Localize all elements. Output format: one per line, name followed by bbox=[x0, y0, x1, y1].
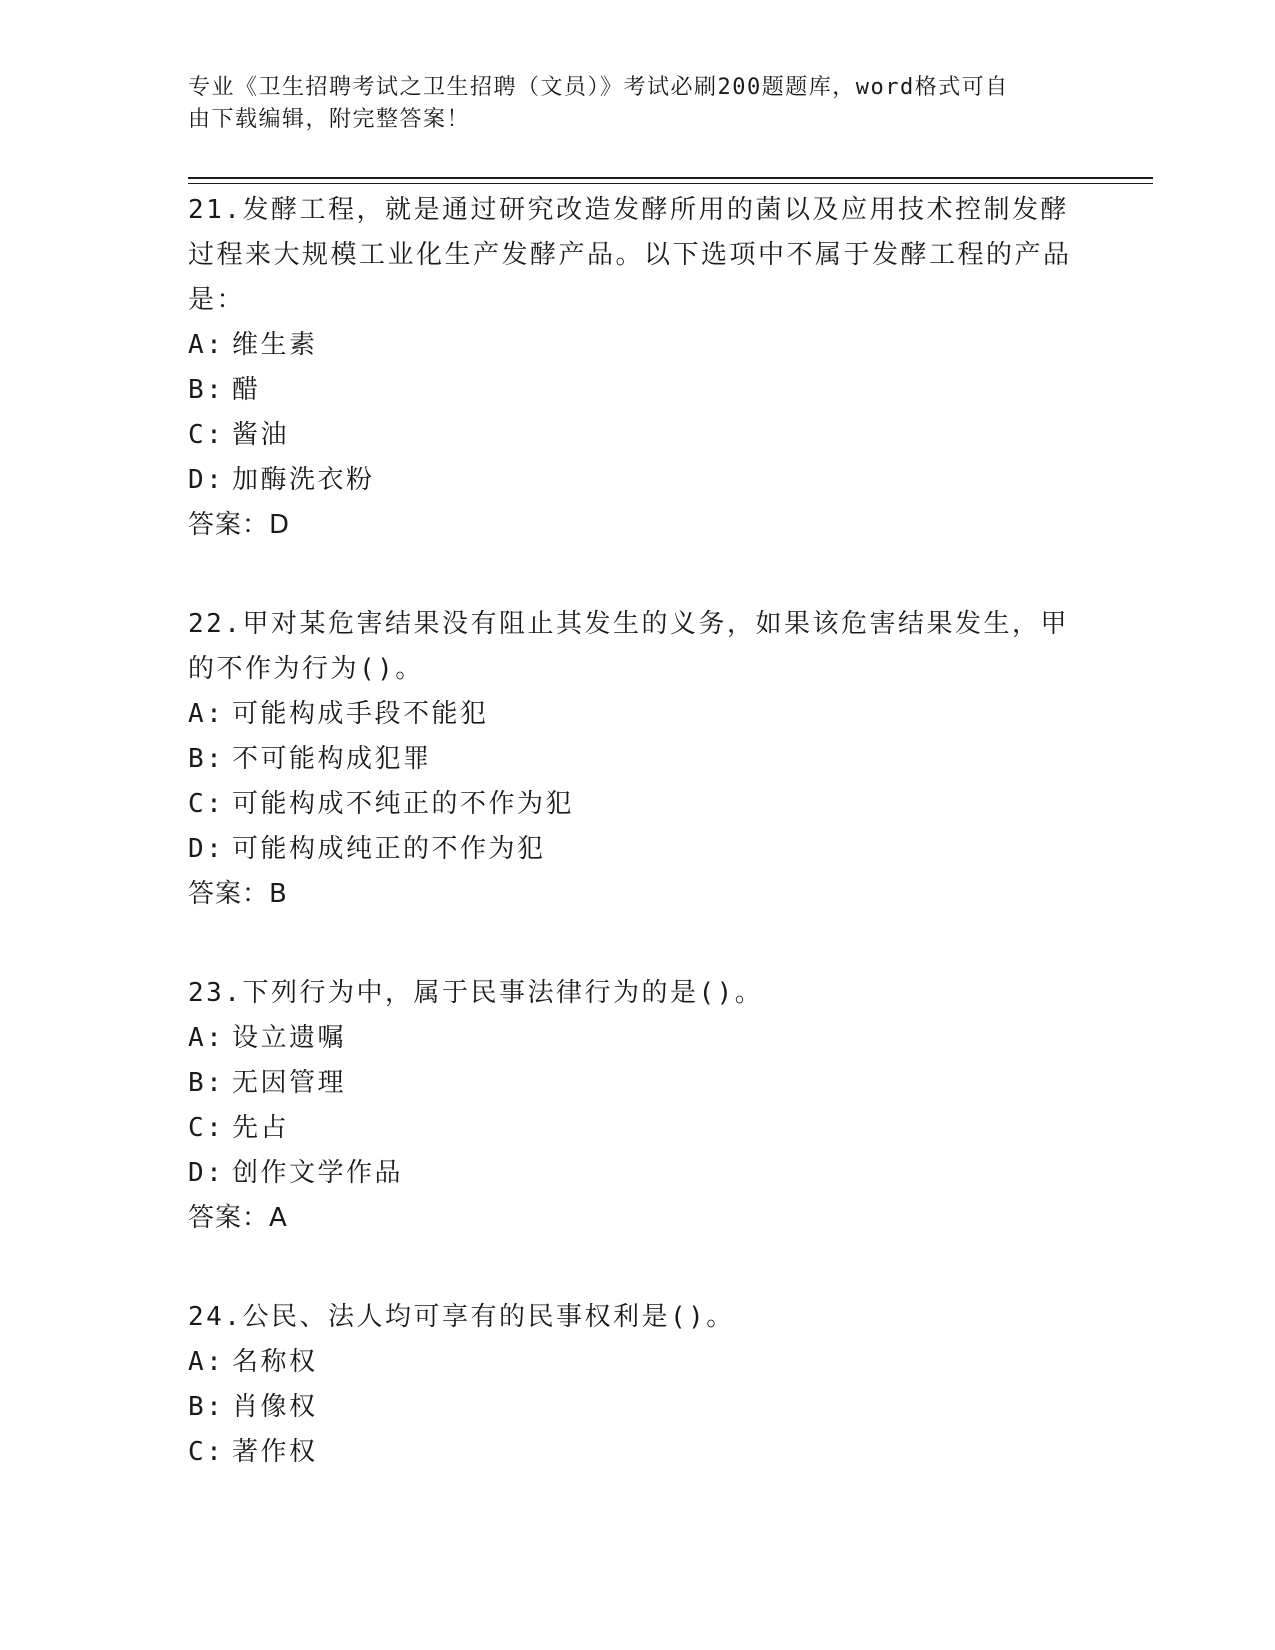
option-text: 先占 bbox=[232, 1113, 290, 1143]
option-letter: A: bbox=[188, 1347, 225, 1377]
option-letter: A: bbox=[188, 330, 225, 360]
option-c bbox=[188, 782, 1088, 827]
option-text: 创作文学作品 bbox=[232, 1158, 404, 1188]
option-text: 肖像权 bbox=[232, 1392, 318, 1422]
option-d bbox=[188, 827, 1088, 872]
option-text: 不可能构成犯罪 bbox=[232, 744, 432, 774]
option-letter: C: bbox=[188, 789, 225, 819]
option-text: 维生素 bbox=[232, 330, 318, 360]
option-b bbox=[188, 737, 1088, 782]
option-letter: C: bbox=[188, 1437, 225, 1467]
option-d bbox=[188, 1151, 1088, 1196]
option-text: 醋 bbox=[232, 375, 261, 405]
option-letter: D: bbox=[188, 465, 225, 495]
option-text: 可能构成不纯正的不作为犯 bbox=[232, 789, 575, 819]
question-text: 22.甲对某危害结果没有阻止其发生的义务，如果该危害结果发生，甲的不作为行为()。 bbox=[188, 609, 1069, 684]
answer-line: 答案：A bbox=[188, 1203, 288, 1233]
question-text: 23.下列行为中，属于民事法律行为的是()。 bbox=[188, 978, 764, 1008]
option-text: 可能构成手段不能犯 bbox=[232, 699, 489, 729]
question-text: 24.公民、法人均可享有的民事权利是()。 bbox=[188, 1302, 735, 1332]
option-b bbox=[188, 1385, 1088, 1430]
option-b bbox=[188, 368, 1088, 413]
header-divider-thin bbox=[188, 183, 1153, 184]
option-letter: D: bbox=[188, 834, 225, 864]
option-d bbox=[188, 458, 1088, 503]
question-text: 21.发酵工程，就是通过研究改造发酵所用的菌以及应用技术控制发酵过程来大规模工业化生产发酵产品。以下选项中不属于发酵工程的产品是： bbox=[188, 195, 1072, 315]
option-a bbox=[188, 1016, 1088, 1061]
option-text: 酱油 bbox=[232, 420, 290, 450]
option-text: 加酶洗衣粉 bbox=[232, 465, 375, 495]
option-letter: B: bbox=[188, 744, 225, 774]
option-letter: B: bbox=[188, 1068, 225, 1098]
option-c bbox=[188, 413, 1088, 458]
option-letter: C: bbox=[188, 1113, 225, 1143]
question-24 bbox=[188, 1295, 1088, 1475]
question-21 bbox=[188, 188, 1088, 548]
option-letter: B: bbox=[188, 1392, 225, 1422]
option-letter: C: bbox=[188, 420, 225, 450]
header-divider-thick bbox=[188, 177, 1153, 179]
option-text: 可能构成纯正的不作为犯 bbox=[232, 834, 546, 864]
option-c bbox=[188, 1106, 1088, 1151]
option-letter: A: bbox=[188, 1023, 225, 1053]
document-header bbox=[188, 72, 1078, 136]
option-text: 无因管理 bbox=[232, 1068, 347, 1098]
option-a bbox=[188, 1340, 1088, 1385]
option-letter: D: bbox=[188, 1158, 225, 1188]
option-text: 著作权 bbox=[232, 1437, 318, 1467]
option-b bbox=[188, 1061, 1088, 1106]
header-line-1: 专业《卫生招聘考试之卫生招聘（文员）》考试必刷200题题库，word格式可自 bbox=[188, 75, 1009, 100]
option-letter: A: bbox=[188, 699, 225, 729]
option-text: 名称权 bbox=[232, 1347, 318, 1377]
header-line-2: 由下载编辑，附完整答案！ bbox=[188, 107, 471, 132]
answer-line: 答案：B bbox=[188, 879, 288, 909]
option-letter: B: bbox=[188, 375, 225, 405]
answer-line: 答案：D bbox=[188, 510, 291, 540]
question-22 bbox=[188, 602, 1088, 917]
option-a bbox=[188, 323, 1088, 368]
question-list bbox=[188, 188, 1088, 1529]
option-text: 设立遗嘱 bbox=[232, 1023, 347, 1053]
option-c bbox=[188, 1430, 1088, 1475]
option-a bbox=[188, 692, 1088, 737]
question-23 bbox=[188, 971, 1088, 1241]
